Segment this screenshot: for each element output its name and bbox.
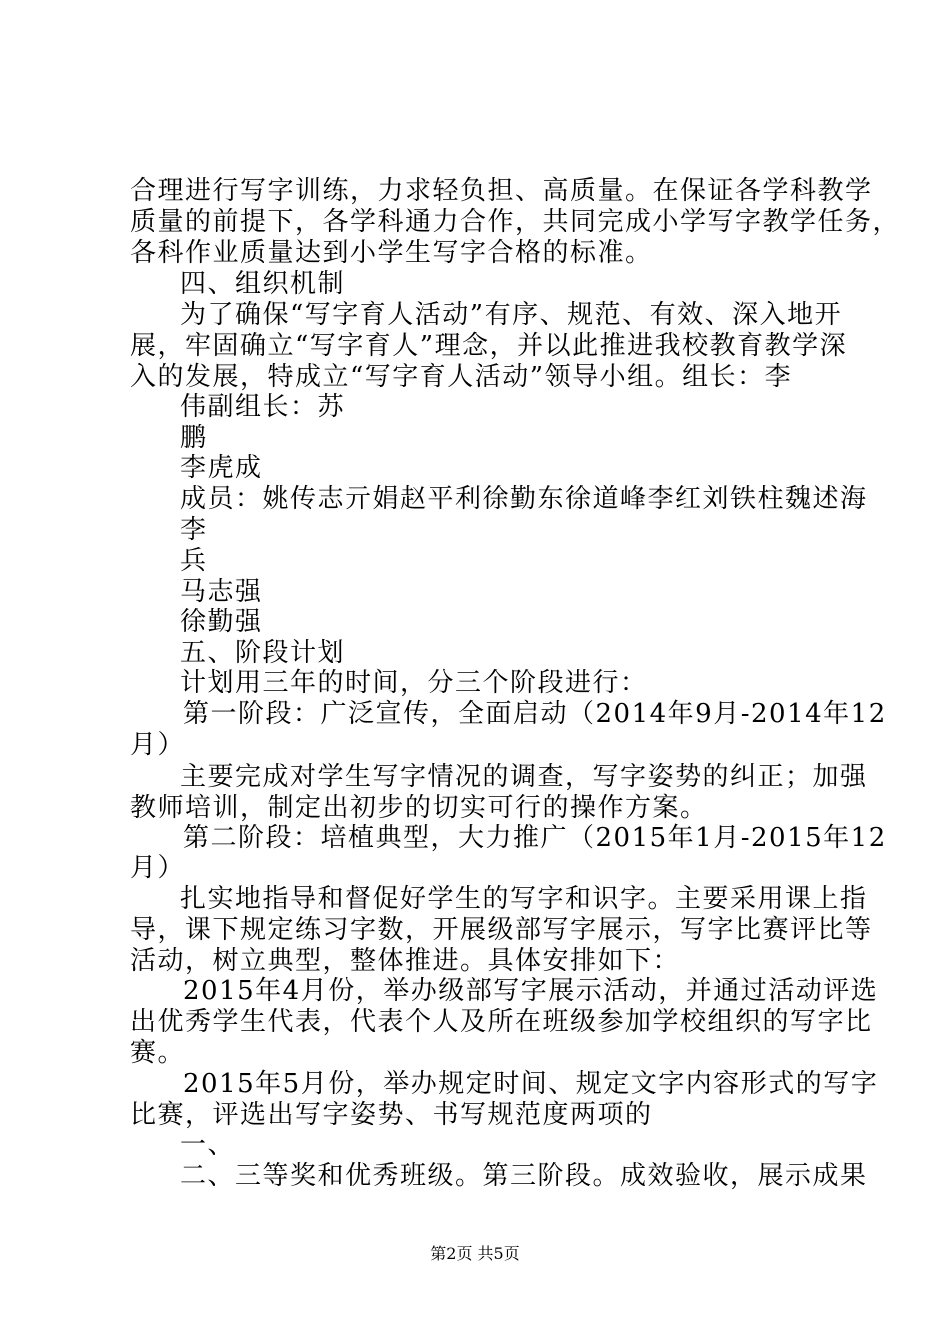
text-line: 一、 bbox=[180, 1130, 236, 1160]
text-line: 导，课下规定练习字数，开展级部写字展示，写字比赛评比等 bbox=[130, 915, 873, 945]
text-line: 入的发展，特成立“写字育人活动”领导小组。组长：李 bbox=[130, 362, 793, 392]
text-line: 伟副组长：苏 bbox=[180, 392, 346, 422]
text-line: 主要完成对学生写字情况的调查，写字姿势的纠正；加强 bbox=[180, 762, 868, 792]
text-line: 扎实地指导和督促好学生的写字和识字。主要采用课上指 bbox=[180, 884, 868, 914]
text-line: 李虎成 bbox=[180, 453, 263, 483]
text-line: 出优秀学生代表，代表个人及所在班级参加学校组织的写字比 bbox=[130, 1007, 873, 1037]
text-line: 月） bbox=[130, 853, 186, 883]
section-heading: 四、组织机制 bbox=[180, 269, 346, 299]
text-line: 李 bbox=[180, 515, 208, 545]
text-line: 赛。 bbox=[130, 1038, 186, 1068]
text-line: 徐勤强 bbox=[180, 607, 263, 637]
text-line: 兵 bbox=[180, 546, 208, 576]
text-line: 比赛，评选出写字姿势、书写规范度两项的 bbox=[130, 1100, 653, 1130]
text-line: 月） bbox=[130, 730, 186, 760]
page-number: 第2页 共5页 bbox=[430, 1244, 520, 1263]
text-line: 合理进行写字训练，力求轻负担、高质量。在保证各学科教学 bbox=[130, 176, 873, 206]
text-line: 成员：姚传志亓娟赵平利徐勤东徐道峰李红刘铁柱魏述海 bbox=[180, 484, 868, 514]
section-heading: 五、阶段计划 bbox=[180, 638, 346, 668]
text-line: 计划用三年的时间，分三个阶段进行： bbox=[180, 668, 648, 698]
text-line: 教师培训，制定出初步的切实可行的操作方案。 bbox=[130, 793, 708, 823]
text-line: 质量的前提下，各学科通力合作，共同完成小学写字教学任务， bbox=[130, 207, 901, 237]
text-line: 鹏 bbox=[180, 423, 208, 453]
text-line: 第一阶段：广泛宣传，全面启动（2014年9月-2014年12 bbox=[183, 699, 887, 729]
text-line: 2015年4月份，举办级部写字展示活动，并通过活动评选 bbox=[183, 976, 879, 1006]
text-line: 2015年5月份，举办规定时间、规定文字内容形式的写字 bbox=[183, 1069, 879, 1099]
text-line: 第二阶段：培植典型，大力推广（2015年1月-2015年12 bbox=[183, 823, 887, 853]
text-line: 二、三等奖和优秀班级。第三阶段。成效验收，展示成果 bbox=[180, 1161, 868, 1191]
text-line: 活动，树立典型，整体推进。具体安排如下： bbox=[130, 946, 681, 976]
text-line: 马志强 bbox=[180, 577, 263, 607]
text-line: 为了确保“写字育人活动”有序、规范、有效、深入地开 bbox=[180, 300, 843, 330]
text-line: 展，牢固确立“写字育人”理念，并以此推进我校教育教学深 bbox=[130, 331, 848, 361]
text-line: 各科作业质量达到小学生写字合格的标准。 bbox=[130, 238, 653, 268]
